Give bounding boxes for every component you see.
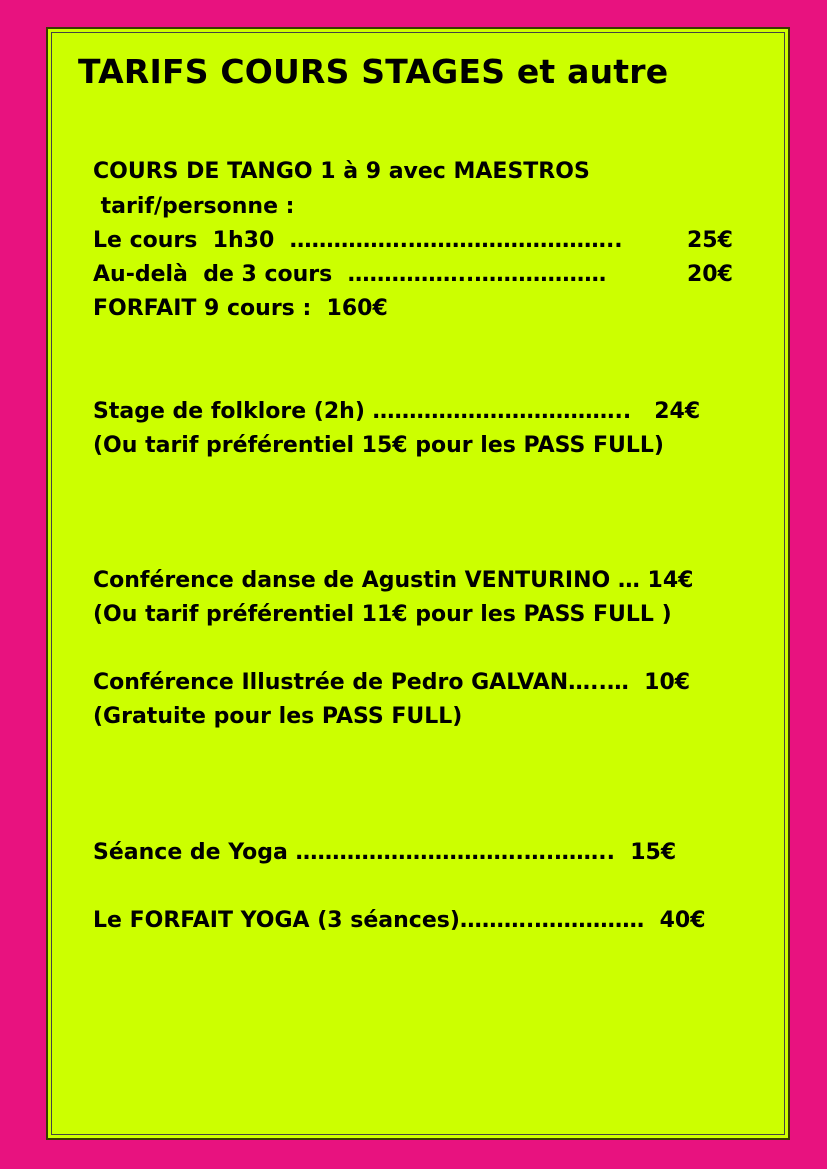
conference-galvan-note: (Gratuite pour les PASS FULL)	[93, 704, 463, 729]
tango-row-audela-label: Au-delà de 3 cours ……………..………………	[93, 262, 607, 287]
tango-row-audela-price: 20€	[687, 262, 733, 287]
folklore-line: Stage de folklore (2h) …………………………….. 24€	[93, 399, 701, 424]
tango-subheading: tarif/personne :	[93, 194, 295, 219]
conference-galvan-line: Conférence Illustrée de Pedro GALVAN…..… 10€	[93, 670, 691, 695]
yoga-forfait-line: Le FORFAIT YOGA (3 séances)……….…………… 40€	[93, 908, 706, 933]
tango-heading: COURS DE TANGO 1 à 9 avec MAESTROS	[93, 159, 590, 184]
page-title: TARIFS COURS STAGES et autre	[78, 52, 669, 91]
tango-row-cours-price: 25€	[687, 228, 733, 253]
conference-venturino-line: Conférence danse de Agustin VENTURINO … 14€	[93, 568, 694, 593]
tango-row-cours-label: Le cours 1h30 …………….………………………..	[93, 228, 623, 253]
conference-venturino-note: (Ou tarif préférentiel 11€ pour les PASS FULL )	[93, 602, 672, 627]
tango-forfait: FORFAIT 9 cours : 160€	[93, 296, 388, 321]
yoga-seance-line: Séance de Yoga ………………………….….…….. 15€	[93, 840, 677, 865]
folklore-note: (Ou tarif préférentiel 15€ pour les PASS FULL)	[93, 433, 664, 458]
